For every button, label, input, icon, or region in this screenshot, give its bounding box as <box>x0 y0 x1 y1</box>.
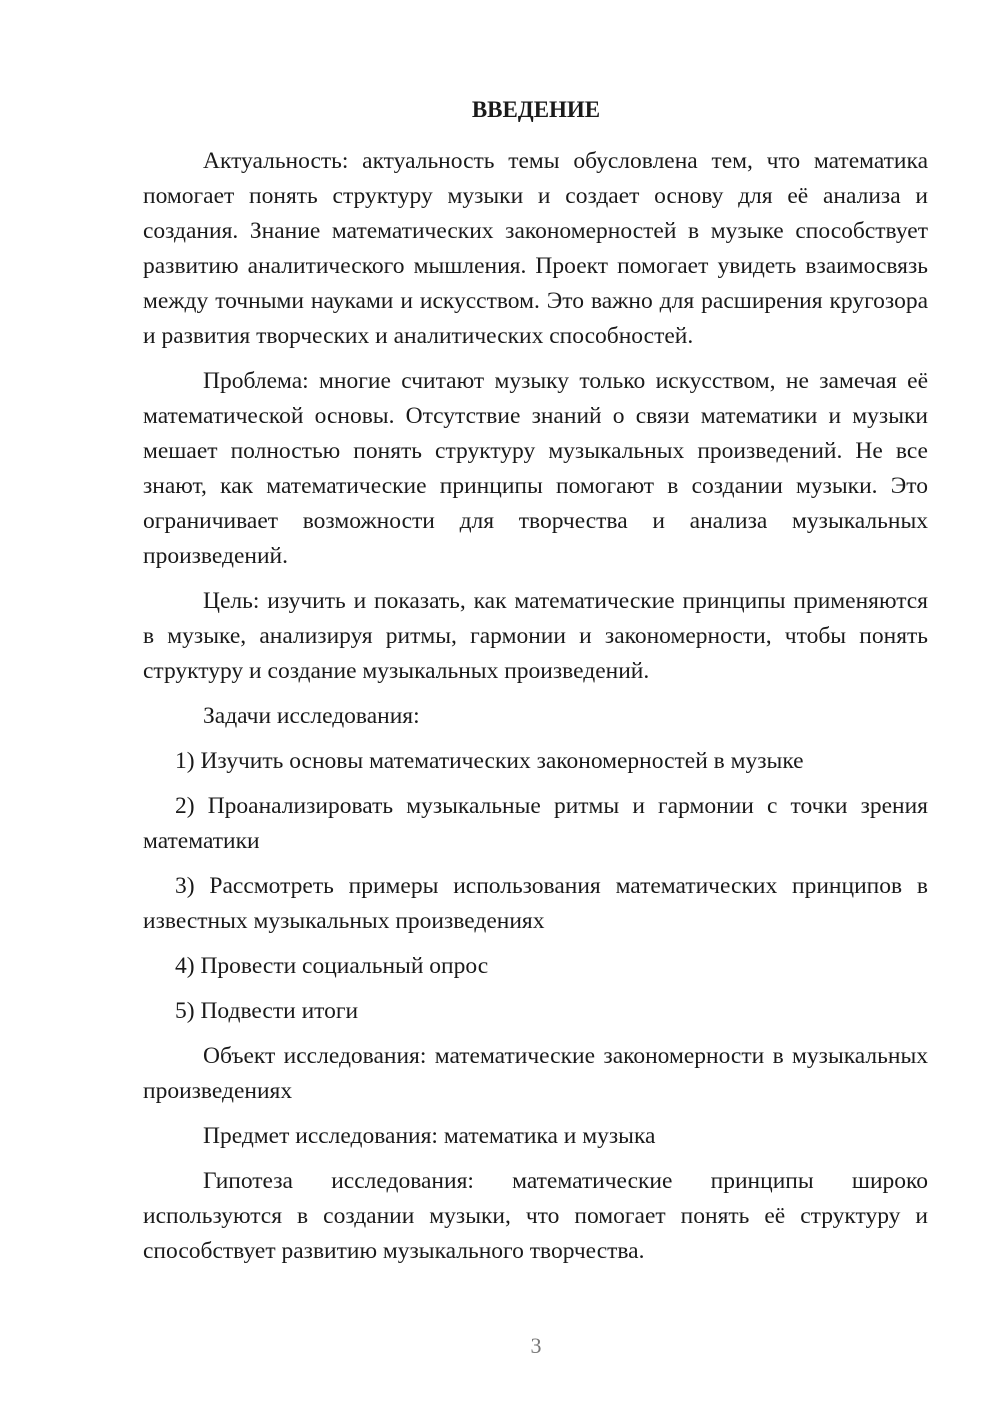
task-item-1: 1) Изучить основы математических закономерностей в музыке <box>175 748 804 774</box>
hypothesis-paragraph: Гипотеза исследования: математические принципы широко используются в создании музыки, что помогает понять её структуру и способствует развитию музыкального творчества. <box>143 1168 928 1264</box>
document-body <box>143 144 928 1279</box>
problem-paragraph: Проблема: многие считают музыку только искусством, не замечая её математической основы. Отсутствие знаний о связи математики и музыки мешает полностью понять структуру музыкальных произведений. Не все знают, как математические принципы помогают в создании музыки. Это ограничивает возможности для творчества и анализа музыкальных произведений. <box>143 368 928 569</box>
task-item-5: 5) Подвести итоги <box>175 998 359 1024</box>
task-item-4: 4) Провести социальный опрос <box>175 953 489 979</box>
subject-paragraph: Предмет исследования: математика и музыка <box>203 1123 656 1149</box>
task-item-2: 2) Проанализировать музыкальные ритмы и гармонии с точки зрения математики <box>143 793 928 854</box>
goal-paragraph: Цель: изучить и показать, как математические принципы применяются в музыке, анализируя ритмы, гармонии и закономерности, чтобы понять структуру и создание музыкальных произведений. <box>143 588 928 684</box>
page-number: 3 <box>530 1333 542 1358</box>
tasks-heading: Задачи исследования: <box>203 703 420 729</box>
page-title: ВВЕДЕНИЕ <box>471 97 601 122</box>
object-paragraph: Объект исследования: математические закономерности в музыкальных произведениях <box>143 1043 928 1104</box>
tasks-list <box>143 744 928 1029</box>
relevance-paragraph: Актуальность: актуальность темы обусловлена тем, что математика помогает понять структуру музыки и создает основу для её анализа и создания. Знание математических закономерностей в музыке способствует развитию аналитического мышления. Проект помогает увидеть взаимосвязь между точными науками и искусством. Это важно для расширения кругозора и развития творческих и аналитических способностей. <box>143 148 928 349</box>
task-item-3: 3) Рассмотреть примеры использования математических принципов в известных музыкальных произведениях <box>143 873 928 934</box>
